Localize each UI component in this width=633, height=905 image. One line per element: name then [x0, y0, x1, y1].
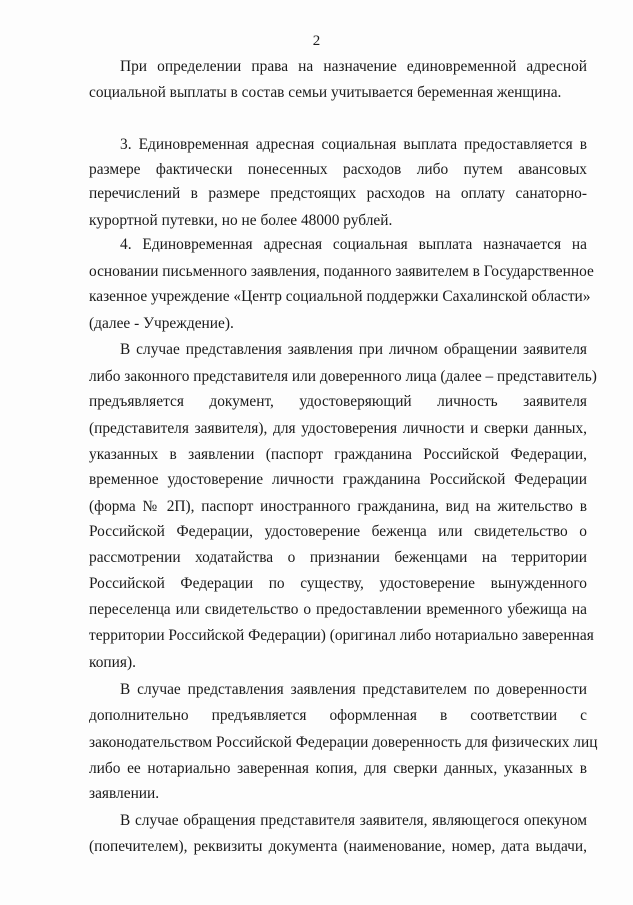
text-line: либо ее нотариально заверенная копия, для сверки данных, указанных в: [89, 760, 587, 777]
text-line: рассмотрении ходатайства о признании беженцами на территории: [89, 549, 587, 566]
text-line: социальной выплаты в состав семьи учитывается беременная женщина.: [89, 84, 562, 101]
text-line: (далее - Учреждение).: [89, 315, 234, 332]
text-line: заявлении.: [89, 785, 160, 802]
text-line: предъявляется документ, удостоверяющий личность заявителя: [89, 393, 587, 410]
text-line: указанных в заявлении (паспорт гражданина Российской Федерации,: [89, 446, 587, 463]
text-line: (форма № 2П), паспорт иностранного гражданина, вид на жительство в: [89, 498, 587, 515]
text-line: основании письменного заявления, поданного заявителем в Государственное: [89, 263, 594, 280]
text-line: переселенца или свидетельство о предоставлении временного убежища на: [89, 601, 587, 618]
text-line: копия).: [89, 654, 136, 671]
text-line: дополнительно предъявляется оформленная в соответствии с: [89, 707, 587, 724]
text-line: территории Российской Федерации) (оригинал либо нотариально заверенная: [89, 627, 594, 644]
text-line: В случае представления заявления представителем по доверенности: [120, 681, 587, 698]
text-line: курортной путевки, но не более 48000 рублей.: [89, 212, 393, 229]
text-line: 4. Единовременная адресная социальная выплата назначается на: [120, 236, 587, 253]
text-line: В случае обращения представителя заявителя, являющегося опекуном: [120, 812, 587, 829]
text-line: казенное учреждение «Центр социальной поддержки Сахалинской области»: [89, 288, 591, 305]
page-number: 2: [312, 33, 321, 49]
text-line: временное удостоверение личности гражданина Российской Федерации: [89, 471, 587, 488]
text-line: перечислений в размере предстоящих расходов на оплату санаторно-: [89, 185, 587, 202]
text-line: При определении права на назначение единовременной адресной: [120, 58, 587, 75]
text-line: 3. Единовременная адресная социальная выплата предоставляется в: [120, 136, 587, 153]
text-line: либо законного представителя или доверенного лица (далее – представитель): [89, 368, 597, 385]
text-line: (попечителем), реквизиты документа (наименование, номер, дата выдачи,: [89, 838, 587, 855]
text-line: размере фактически понесенных расходов либо путем авансовых: [89, 161, 587, 178]
text-line: Российской Федерации по существу, удостоверение вынужденного: [89, 575, 587, 592]
text-line: (представителя заявителя), для удостоверения личности и сверки данных,: [89, 420, 587, 437]
text-line: Российской Федерации, удостоверение беженца или свидетельство о: [89, 523, 587, 540]
text-line: законодательством Российской Федерации доверенность для физических лиц: [89, 734, 598, 751]
text-line: В случае представления заявления при личном обращении заявителя: [120, 341, 587, 358]
